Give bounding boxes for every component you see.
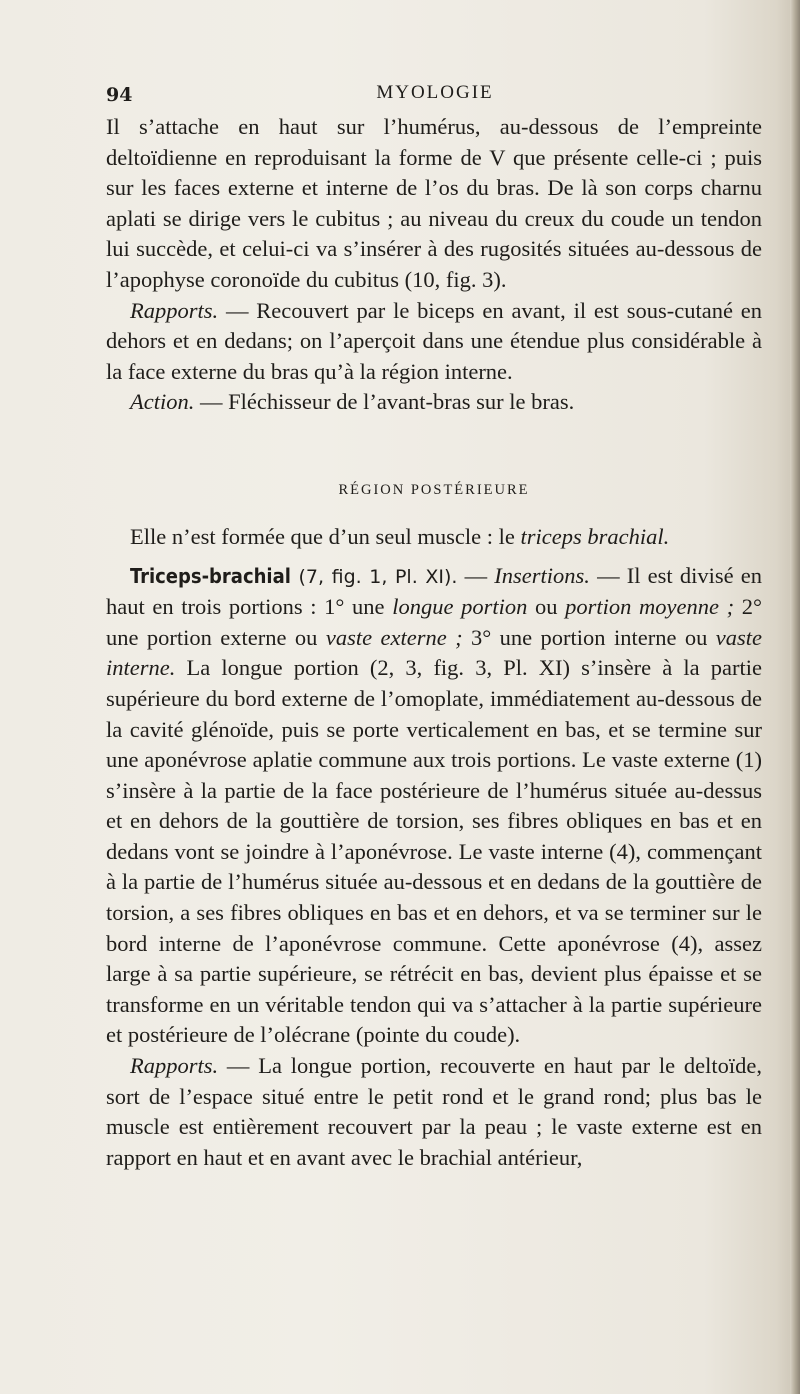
paragraph-text: — La longue portion, recouverte en haut par le deltoïde, sort de l’espace situé entre le petit rond et le grand rond; plus bas le muscle est entièrement recouvert par la peau ; le vaste externe est en rapport en haut et en avant avec le brachial antérieur, (106, 1053, 762, 1170)
paragraph-label: Insertions. (494, 562, 590, 588)
muscle-name: Triceps-brachial (130, 563, 291, 588)
text-segment: La longue portion (2, 3, fig. 3, Pl. XI) s’insère à la partie supérieure du bord externe de l’omoplate, immédiatement au-dessous de la cavité glénoïde, puis se porte verticalement en bas, et se termine sur une aponévrose aplatie commune aux trois portions. Le vaste externe (1) s’insère à la partie de la face postérieure de l’humérus située au-dessus et en dehors de la gouttière de torsion, ses fibres obliques en bas et en dedans vont se joindre à l’aponévrose. Le vaste interne (4), commençant à la partie de l’humérus située au-dessous et en dedans de la gouttière de torsion, a ses fibres obliques en bas et en dehors, et va se terminer sur le bord interne de l’aponévrose commune. Cette aponévrose (4), assez large à sa partie supérieure, se rétrécit en bas, devient plus épaisse et se transforme en un véritable tendon qui va s’attacher à la partie supérieure et postérieure de l’olécrane (pointe du coude). (106, 655, 762, 1048)
paragraph-label: Action. (130, 389, 195, 415)
paragraph-action (106, 387, 762, 418)
paragraph-label: Rapports. (130, 1053, 219, 1079)
paragraph-rapports (106, 296, 762, 388)
emphasis-segment: vaste interne. (106, 624, 762, 681)
paragraph-insertions-continued (106, 112, 762, 296)
paragraph-text: — Fléchisseur de l’avant-bras sur le bras. (194, 389, 575, 415)
page-number: 94 (106, 84, 133, 106)
book-spine-shadow (790, 0, 800, 1394)
paragraph-text: Il s’attache en haut sur l’humérus, au-dessous de l’empreinte deltoïdienne en reproduisant la forme de V que présente celle-ci ; puis sur les faces externe et interne de l’os du bras. De là son corps charnu aplati se dirige vers le cubitus ; au niveau du creux du coude un tendon lui succède, et celui-ci va s’insérer à des rugosités situées au-dessous de l’apophyse coronoïde du cubitus (10, fig. 3). (106, 114, 762, 292)
text-segment: ou (527, 594, 566, 620)
muscle-emphasis: triceps brachial. (520, 523, 670, 549)
paragraph-text: Elle n’est formée que d’un seul muscle : le (130, 523, 521, 549)
paragraph-text: — Recouvert par le biceps en avant, il est sous-cutané en dehors et en dedans; on l’aperçoit dans une étendue plus considérable à la face externe du bras qu’à la région interne. (106, 297, 762, 384)
dash: — (457, 562, 495, 588)
muscle-reference: (7, fig. 1, Pl. XI). (290, 565, 458, 588)
section-heading: RÉGION POSTÉRIEURE (338, 481, 530, 498)
page-body (106, 112, 762, 1173)
emphasis-segment: longue portion (392, 594, 528, 620)
running-title: MYOLOGIE (376, 82, 494, 103)
emphasis-segment: portion moyenne ; (565, 594, 735, 620)
emphasis-segment: vaste externe ; (325, 624, 463, 650)
text-segment: — Il est divisé en haut en trois portions : 1° une (106, 562, 762, 620)
paragraph-triceps-insertions (106, 561, 762, 1052)
text-segment: 3° une portion interne ou (462, 624, 716, 650)
page-header (106, 80, 764, 112)
text-segment: 2° une portion externe ou (106, 594, 763, 650)
paragraph-label: Rapports. (130, 297, 219, 323)
paragraph-region-intro (106, 522, 762, 553)
paragraph-triceps-rapports (106, 1051, 762, 1173)
